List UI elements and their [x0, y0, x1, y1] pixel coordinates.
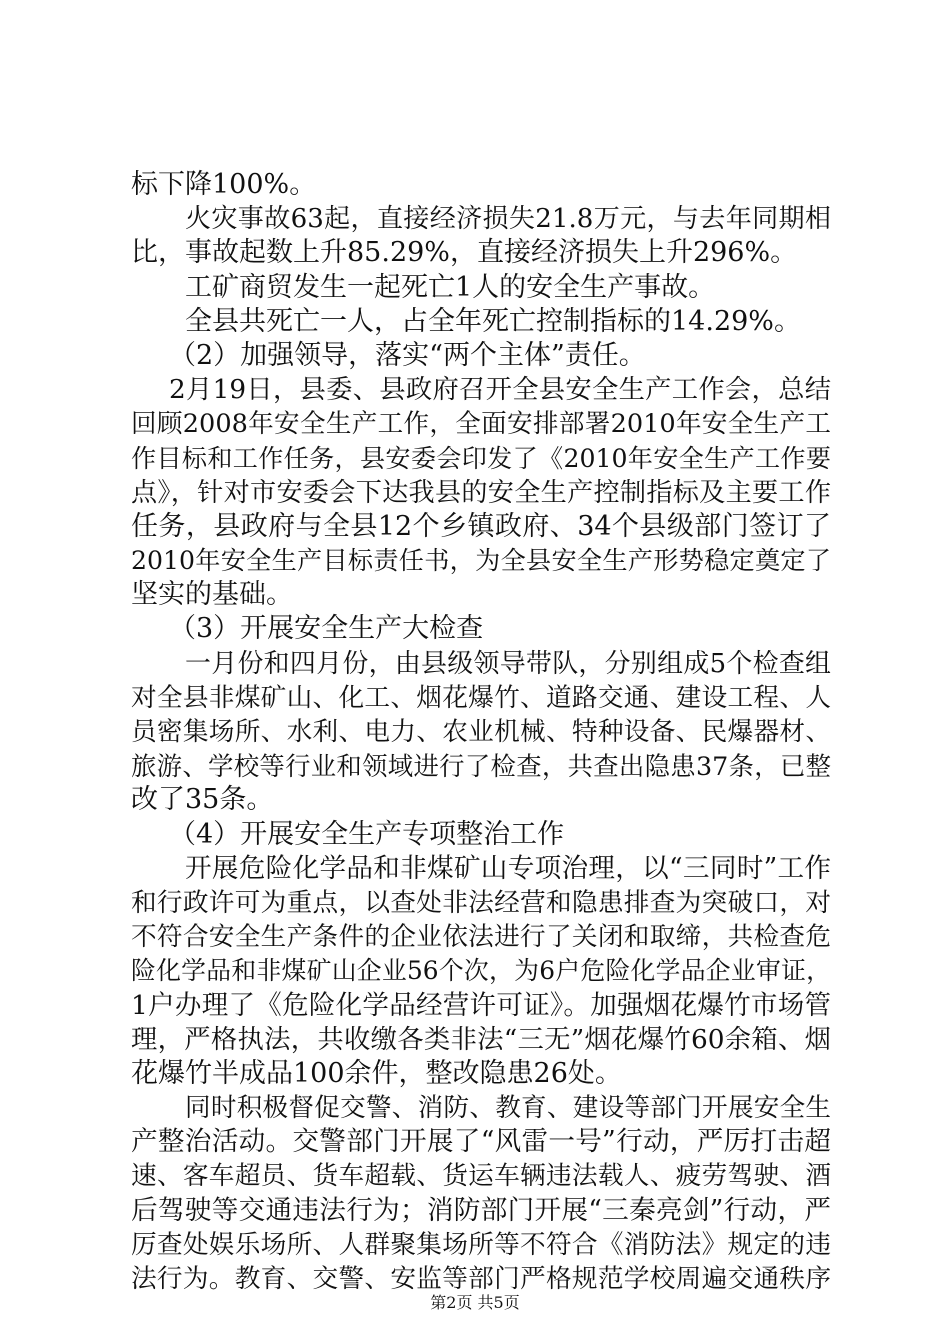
text-line: 理，严格执法，共收缴各类非法“三无”烟花爆竹60余箱、烟	[131, 1024, 831, 1055]
text-line: 开展危险化学品和非煤矿山专项治理，以“三同时”工作	[185, 852, 831, 884]
text-line: 2010年安全生产目标责任书，为全县安全生产形势稳定奠定了	[131, 546, 831, 576]
text-line: 速、客车超员、货车超载、货运车辆违法载人、疲劳驾驶、酒	[131, 1161, 831, 1192]
text-line: 一月份和四月份，由县级领导带队，分别组成5个检查组	[185, 648, 831, 679]
text-line: 任务，县政府与全县12个乡镇政府、34个县级部门签订了	[131, 510, 831, 542]
text-line: 花爆竹半成品100余件，整改隐患26处。	[131, 1057, 622, 1089]
text-line: （4）开展安全生产专项整治工作	[169, 818, 565, 850]
text-line: 回顾2008年安全生产工作，全面安排部署2010年安全生产工	[131, 409, 831, 440]
text-line: 不符合安全生产条件的企业依法进行了关闭和取缔，共检查危	[131, 922, 831, 953]
text-line: 点》，针对市安委会下达我县的安全生产控制指标及主要工作	[131, 477, 831, 508]
text-line: 火灾事故63起，直接经济损失21.8万元，与去年同期相	[185, 204, 831, 235]
text-line: 对全县非煤矿山、化工、烟花爆竹、道路交通、建设工程、人	[131, 682, 831, 713]
text-line: （2）加强领导，落实“两个主体”责任。	[169, 339, 646, 371]
text-line: 作目标和工作任务，县安委会印发了《2010年安全生产工作要	[131, 443, 831, 473]
text-line: 同时积极督促交警、消防、教育、建设等部门开展安全生	[185, 1093, 831, 1124]
text-line: 险化学品和非煤矿山企业56个次，为6户危险化学品企业审证，	[131, 956, 831, 986]
text-line: 1户办理了《危险化学品经营许可证》。加强烟花爆竹市场管	[131, 989, 831, 1021]
document-body	[131, 168, 831, 1296]
page-footer: 第2页 共5页	[430, 1293, 520, 1312]
text-line: 标下降100%。	[131, 169, 317, 200]
text-line: 改了35条。	[131, 784, 274, 816]
text-line: 产整治活动。交警部门开展了“风雷一号”行动，严厉打击超	[131, 1126, 831, 1158]
text-line: 和行政许可为重点，以查处非法经营和隐患排查为突破口，对	[131, 887, 831, 918]
text-line: 全县共死亡一人，占全年死亡控制指标的14.29%。	[185, 305, 801, 337]
text-line: 工矿商贸发生一起死亡1人的安全生产事故。	[185, 271, 716, 303]
text-line: 员密集场所、水利、电力、农业机械、特种设备、民爆器材、	[131, 717, 831, 747]
text-line: 法行为。教育、交警、安监等部门严格规范学校周遍交通秩序	[131, 1264, 831, 1294]
text-line: 后驾驶等交通违法行为；消防部门开展“三秦亮剑”行动，严	[131, 1194, 831, 1226]
text-line: 旅游、学校等行业和领域进行了检查，共查出隐患37条，已整	[131, 751, 831, 782]
text-line: 厉查处娱乐场所、人群聚集场所等不符合《消防法》规定的违	[131, 1229, 831, 1260]
text-line: 比，事故起数上升85.29%，直接经济损失上升296%。	[131, 237, 798, 269]
text-line: （3）开展安全生产大检查	[169, 613, 484, 645]
text-line: 坚实的基础。	[131, 579, 293, 611]
text-line: 2月19日，县委、县政府召开全县安全生产工作会，总结	[169, 375, 831, 406]
